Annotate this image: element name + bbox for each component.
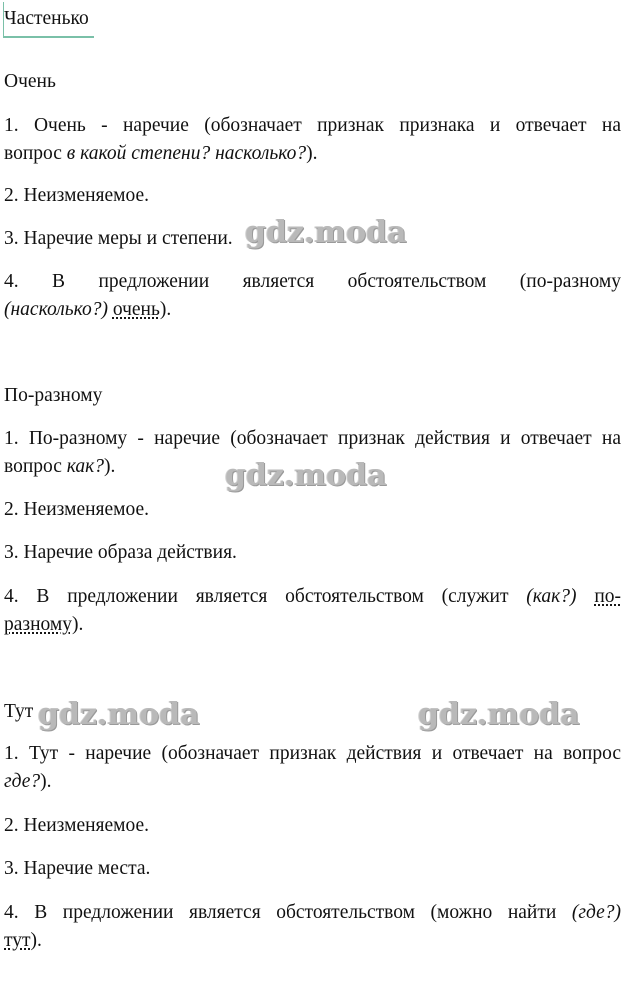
tut-p3: 3. Наречие места. — [4, 858, 151, 879]
heading-ochen: Очень — [4, 71, 56, 92]
tut-p1-line2: где?). — [4, 771, 52, 792]
ochen-p4-line1: 4. В предложении является обстоятельством (по-разному — [4, 271, 621, 292]
ochen-p2: 2. Неизменяемое. — [4, 185, 150, 206]
porazhnomu-p4-line2: разному). — [4, 614, 84, 635]
watermark-2: gdz.moda — [225, 458, 387, 493]
ochen-p3: 3. Наречие меры и степени. — [4, 228, 233, 249]
heading-porazhnomu: По-разному — [4, 385, 103, 406]
watermark-4: gdz.moda — [418, 697, 580, 732]
porazhnomu-p3: 3. Наречие образа действия. — [4, 542, 237, 563]
tut-p4-line2: тут). — [4, 930, 42, 951]
porazhnomu-p4-line1: 4. В предложении является обстоятельством (служит (как?) по- — [4, 586, 621, 607]
heading-tut: Тут — [4, 701, 34, 722]
watermark-3: gdz.moda — [38, 697, 200, 732]
tut-p4-line1: 4. В предложении является обстоятельством (можно найти (где?) — [4, 902, 622, 923]
porazhnomu-p1-line2: вопрос как?). — [4, 456, 116, 477]
tut-p2: 2. Неизменяемое. — [4, 815, 150, 836]
watermark-1: gdz.moda — [245, 215, 407, 250]
porazhnomu-p1-line1: 1. По-разному - наречие (обозначает признак действия и отвечает на — [4, 428, 621, 449]
heading-chastenko: Частенько — [4, 8, 89, 29]
porazhnomu-p2: 2. Неизменяемое. — [4, 499, 150, 520]
tut-p1-line1: 1. Тут - наречие (обозначает признак действия и отвечает на вопрос — [4, 743, 621, 764]
ochen-p1-line1: 1. Очень - наречие (обозначает признак признака и отвечает на — [4, 115, 621, 136]
ochen-p4-line2: (насколько?) очень). — [4, 299, 172, 320]
ochen-p1-line2: вопрос в какой степени? насколько?). — [4, 143, 318, 164]
